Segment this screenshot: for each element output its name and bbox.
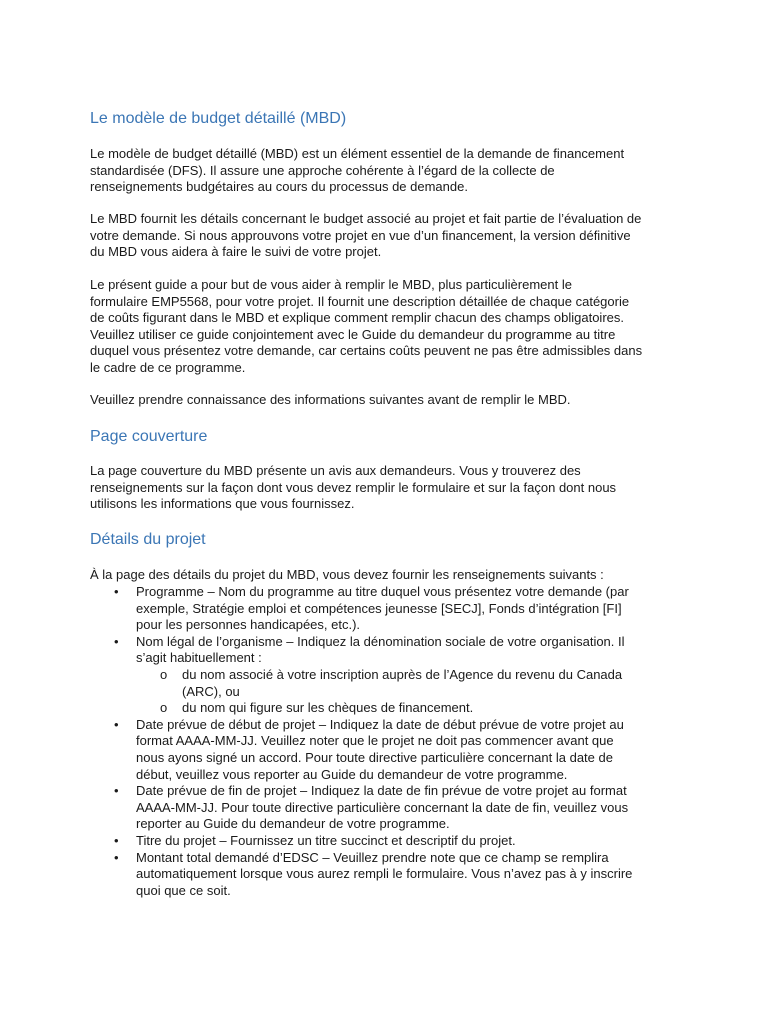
text-line: AAAA-MM-JJ. Pour toute directive particulière concernant la date de fin, veuillez vous — [136, 799, 629, 815]
text-line: Le MBD fournit les détails concernant le budget associé au projet et fait partie de l’évaluation de — [90, 211, 642, 226]
text-line: Titre du projet – Fournissez un titre succinct et descriptif du projet. — [136, 832, 516, 848]
sub-bullet-icon: o — [160, 666, 168, 682]
text-line: Programme – Nom du programme au titre duquel vous présentez votre demande (par — [136, 584, 629, 599]
text-line: Nom légal de l’organisme – Indiquez la dénomination sociale de votre organisation. Il — [136, 633, 625, 649]
bullet-icon: • — [114, 783, 119, 799]
text-line: format AAAA-MM-JJ. Veuillez noter que le projet ne doit pas commencer avant que — [136, 733, 614, 749]
paragraph-details-lead — [90, 567, 690, 584]
list-item-programme — [0, 584, 770, 634]
text-line: du nom qui figure sur les chèques de financement. — [182, 700, 474, 716]
paragraph-intro-4 — [90, 392, 690, 409]
text-line: reporter au Guide du demandeur de votre programme. — [136, 816, 450, 832]
text-line: du MBD vous aidera à faire le suivi de votre projet. — [90, 244, 382, 260]
text-line: Date prévue de début de projet – Indiquez la date de début prévue de votre projet au — [136, 716, 624, 732]
text-line: duquel vous présentez votre demande, car certains coûts peuvent ne pas être admissibles dans — [90, 343, 643, 359]
text-line: début, veuillez vous reporter au Guide du demandeur de votre programme. — [136, 766, 568, 782]
list-item-legal-name — [0, 634, 770, 667]
sub-list-item-cra-name — [0, 667, 770, 700]
list-item-project-title — [0, 833, 770, 850]
text-line: Le présent guide a pour but de vous aider à remplir le MBD, plus particulièrement le — [90, 277, 572, 292]
bullet-icon: • — [114, 832, 119, 848]
bullet-icon: • — [114, 716, 119, 732]
project-details-list — [0, 584, 770, 899]
text-line: Le modèle de budget détaillé (MBD) est un élément essentiel de la demande de financement — [90, 146, 625, 161]
sub-list-item-cheque-name — [0, 700, 770, 717]
text-line: du nom associé à votre inscription auprès de l’Agence du revenu du Canada — [182, 666, 623, 682]
text-line: La page couverture du MBD présente un avis aux demandeurs. Vous y trouverez des — [90, 463, 581, 478]
paragraph-intro-1 — [90, 146, 690, 196]
heading-budget-model: Le modèle de budget détaillé (MBD) — [90, 110, 347, 127]
bullet-icon: • — [114, 849, 119, 865]
text-line: de coûts figurant dans le MBD et explique comment remplir chacun des champs obligatoires. — [90, 310, 624, 326]
bullet-icon: • — [114, 633, 119, 649]
text-line: pour les personnes handicapées, etc.). — [136, 617, 361, 633]
heading-cover-page: Page couverture — [90, 428, 208, 445]
paragraph-intro-3 — [90, 277, 690, 377]
text-line: quoi que ce soit. — [136, 882, 231, 898]
text-line: standardisée (DFS). Il assure une approche cohérente à l’égard de la collecte de — [90, 162, 555, 178]
text-line: le cadre de ce programme. — [90, 359, 246, 375]
text-line: automatiquement lorsque vous aurez rempli le formulaire. Vous n’avez pas à y inscrire — [136, 866, 633, 882]
paragraph-intro-2 — [90, 211, 690, 261]
list-item-start-date — [0, 717, 770, 783]
text-line: (ARC), ou — [182, 683, 240, 699]
list-item-end-date — [0, 783, 770, 833]
text-line: Veuillez utiliser ce guide conjointement avec le Guide du demandeur du programme au titre — [90, 326, 616, 342]
text-line: Montant total demandé d’EDSC – Veuillez prendre note que ce champ se remplira — [136, 849, 609, 865]
text-line: exemple, Stratégie emploi et compétences jeunesse [SECJ], Fonds d’intégration [FI] — [136, 600, 622, 616]
text-line: utilisons les informations que vous fournissez. — [90, 496, 355, 512]
heading-project-details: Détails du projet — [90, 531, 206, 548]
text-line: Date prévue de fin de projet – Indiquez la date de fin prévue de votre projet au format — [136, 783, 627, 799]
text-line: nous ayons signé un accord. Pour toute directive particulière concernant la date de — [136, 749, 613, 765]
paragraph-cover — [90, 463, 690, 513]
text-line: À la page des détails du projet du MBD, vous devez fournir les renseignements suivants : — [90, 567, 604, 582]
text-line: s’agit habituellement : — [136, 650, 262, 666]
list-item-total-amount — [0, 850, 770, 900]
text-line: renseignements sur la façon dont vous devez remplir le formulaire et sur la façon dont nous — [90, 479, 617, 495]
text-line: votre demande. Si nous approuvons votre projet en vue d’un financement, la version définitive — [90, 227, 631, 243]
bullet-icon: • — [114, 584, 119, 599]
text-line: formulaire EMP5568, pour votre projet. Il fournit une description détaillée de chaque catégorie — [90, 293, 630, 309]
sub-bullet-icon: o — [160, 700, 168, 716]
text-line: Veuillez prendre connaissance des informations suivantes avant de remplir le MBD. — [90, 392, 571, 407]
text-line: renseignements budgétaires au cours du processus de demande. — [90, 179, 468, 195]
